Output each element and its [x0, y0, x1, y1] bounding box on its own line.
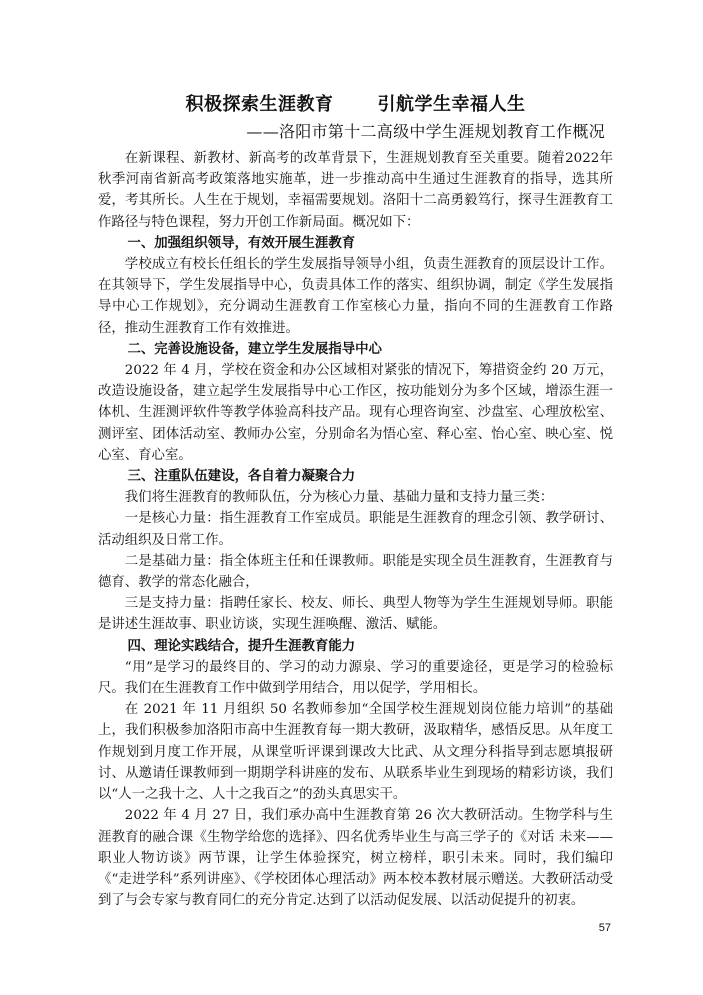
- section-3-heading: 三、注重队伍建设，各自着力凝聚合力: [127, 469, 356, 485]
- section-4-paragraph-3: 2022 年 4 月 27 日，我们承办高中生涯教育第 26 次大教研活动。生物学科与生涯教育的融合课《生物学给您的选择》、四名优秀毕业生与高三学子的《对话 未来——职业人物访谈》两节课，让学生体验探究，树立榜样，职引未来。同时，我们编印《“走进学科”系列讲座》、《学校团体心理活动》两本校本教材展示赠送。大教研活动受到了与会专家与教育同仁的充分肯定.达到了以活动促发展、以活动促提升的初衷。: [98, 808, 613, 909]
- section-2-paragraph: 2022 年 4 月，学校在资金和办公区域相对紧张的情况下，筹措资金约 20 万元，改造设施设备，建立起学生发展指导中心工作区，按功能划分为多个区域，增添生涯一体机、生涯测评软件等教学体验高科技产品。现有心理咨询室、沙盘室、心理放松室、测评室、团体活动室、教师办公室，分别命名为悟心室、释心室、怡心室、映心室、悦心室、育心室。: [98, 363, 613, 463]
- page-number: 57: [598, 922, 611, 934]
- document-subtitle: ——洛阳市第十二高级中学生涯规划教育工作概况: [246, 122, 605, 141]
- section-3-paragraph-2: 一是核心力量：指生涯教育工作室成员。职能是生涯教育的理念引领、教学研讨、活动组织及日常工作。: [98, 511, 613, 548]
- section-1-heading: 一、加强组织领导，有效开展生涯教育: [127, 235, 356, 251]
- title-right: 引航学生幸福人生: [377, 94, 526, 115]
- document-title: [98, 92, 613, 118]
- section-3-paragraph-4: 三是支持力量：指聘任家长、校友、师长、典型人物等为学生生涯规划导师。职能是讲述生涯故事、职业访谈，实现生涯唤醒、激活、赋能。: [98, 596, 613, 633]
- title-left: 积极探索生涯教育: [185, 94, 334, 115]
- section-4-heading: 四、理论实践结合，提升生涯教育能力: [127, 638, 356, 654]
- section-3-paragraph-1: 我们将生涯教育的教师队伍，分为核心力量、基础力量和支持力量三类：: [124, 490, 554, 506]
- section-4-paragraph-1: “用”是学习的最终目的、学习的动力源泉、学习的重要途径，更是学习的检验标尺。我们在生涯教育工作中做到学用结合，用以促学，学用相长。: [98, 659, 613, 697]
- section-3-paragraph-3: 二是基础力量：指全体班主任和任课教师。职能是实现全员生涯教育，生涯教育与德育、教学的常态化融合，: [98, 553, 613, 591]
- section-1-paragraph: 学校成立有校长任组长的学生发展指导领导小组，负责生涯教育的顶层设计工作。在其领导下，学生发展指导中心，负责具体工作的落实、组织协调，制定《学生发展指导中心工作规划》，充分调动生涯教育工作室核心力量，指向不同的生涯教育工作路径，推动生涯教育工作有效推进。: [98, 257, 613, 336]
- section-4-paragraph-2: 在 2021 年 11 月组织 50 名教师参加“全国学校生涯规划岗位能力培训”的基础上，我们积极参加洛阳市高中生涯教育每一期大教研，汲取精华，感悟反思。从年度工作规划到月度工作开展，从课堂听评课到课改大比武、从文理分科指导到志愿填报研讨、从邀请任课教师到一期期学科讲座的发布、从联系毕业生到现场的精彩访谈，我们以“人一之我十之、人十之我百之”的劲头真思实干。: [98, 702, 613, 803]
- intro-paragraph: 在新课程、新教材、新高考的改革背景下，生涯规划教育至关重要。随着2022年秋季河南省新高考政策落地实施革，进一步推动高中生通过生涯教育的指导，选其所爱，考其所长。人生在于规划，幸福需要规划。洛阳十二高勇毅笃行，探寻生涯教育工作路径与特色课程，努力开创工作新局面。概况如下：: [98, 151, 613, 230]
- section-2-heading: 二、完善设施设备，建立学生发展指导中心: [127, 341, 382, 357]
